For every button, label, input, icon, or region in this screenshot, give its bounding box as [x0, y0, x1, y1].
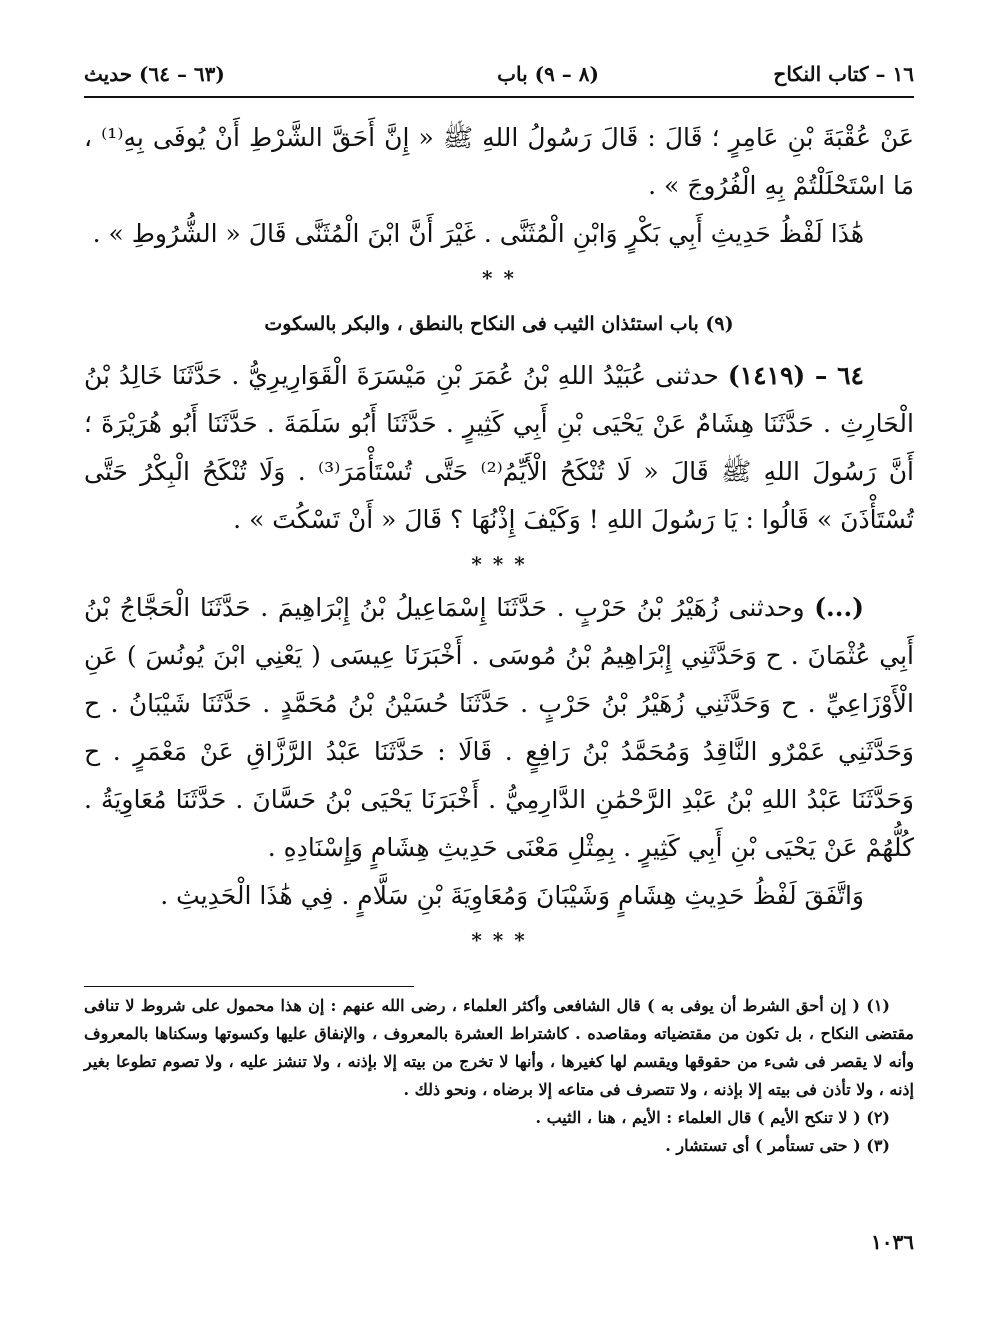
- footnotes: [84, 992, 914, 1160]
- hadith-continuation: [84, 584, 914, 872]
- main-text: [84, 114, 914, 960]
- book-title-header: ١٦ – كتاب النكاح: [773, 62, 914, 86]
- hadith-63-ending: عَنْ عُقْبَةَ بْنِ عَامِرٍ ؛ قَالَ : قَالَ رَسُولُ اللهِ ﷺ « إِنَّ أَحَقَّ الشَّرْطِ أَنْ يُوفَى بِهِ⁽¹⁾ ، مَا اسْتَحْلَلْتُمْ بِهِ الْفُرُوجَ » .: [84, 123, 915, 200]
- footnote-rule: [84, 986, 414, 987]
- section-separator: * * *: [471, 552, 527, 576]
- page-number: ١٠٣٦: [871, 1230, 914, 1254]
- hadith-range-header: (٦٣ – ٦٤) حديث: [84, 62, 225, 86]
- chapter-range-header: (٨ – ٩) باب: [497, 62, 599, 86]
- hadith-number: (...): [814, 593, 864, 622]
- chapter-title: (٩) باب استئذان الثيب فى النكاح بالنطق ، والبكر بالسكوت: [264, 313, 734, 335]
- header-rule: [84, 96, 914, 98]
- hadith-64: [84, 352, 914, 544]
- book-page: [84, 50, 914, 1320]
- hadith-closing-note: وَاتَّفَقَ لَفْظُ حَدِيثِ هِشَامٍ وَشَيْبَانَ وَمُعَاوِيَةَ بْنِ سَلَّامٍ . فِي هَٰذَا الْحَدِيثِ .: [160, 881, 864, 910]
- hadith-text: حدثنى عُبَيْدُ اللهِ بْنُ عُمَرَ بْنِ مَيْسَرَةَ الْقَوَارِيرِيُّ . حَدَّثَنَا خَالِدُ بْنُ الْحَارِثِ . حَدَّثَنَا هِشَامٌ عَنْ يَحْيَى بْنِ أَبِي كَثِيرٍ . حَدَّثَنَا أَبُو سَلَمَةَ . حَدَّثَنَا أَبُو هُرَيْرَةَ ؛ أَنَّ رَسُولَ اللهِ ﷺ قَالَ « لَا تُنْكَحُ الْأَيِّمُ⁽²⁾ حَتَّى تُسْتَأْمَرَ⁽³⁾ . وَلَا تُنْكَحُ الْبِكْرُ حَتَّى تُسْتَأْذَنَ » قَالُوا : يَا رَسُولَ اللهِ ! وَكَيْفَ إِذْنُهَا ؟ قَالَ « أَنْ تَسْكُتَ » .: [84, 361, 915, 534]
- section-separator: * * *: [471, 928, 527, 952]
- footnote-2: (٢) ( لا تنكح الأيم ) قال العلماء : الأيم ، هنا ، الثيب .: [535, 1108, 890, 1127]
- footnote-1: (١) ( إن أحق الشرط أن يوفى به ) قال الشافعى وأكثر العلماء ، رضى الله عنهم : إن هذا محمول على شروط لا تنافى مقتضى النكاح ، بل تكون من مقتضياته ومقاصده . كاشتراط العشرة بالمعروف ، والإنفاق عليها وكسوتها وسكناها بالمعروف وأنه لا يقصر فى شىء من حقوقها ويقسم لها كغيرها ، وأنها لا تخرج من بيته إلا بإذنه ، ولا تنشز عليه ، ولا تصوم تطوعا بغير إذنه ، ولا تأذن فى بيته إلا بإذنه ، ولا تتصرف فى متاعه إلا برضاه ، ونحو ذلك .: [84, 996, 914, 1099]
- footnote-3: (٣) ( حتى تستأمر ) أى تستشار .: [665, 1136, 890, 1155]
- hadith-63-note: هَٰذَا لَفْظُ حَدِيثِ أَبِي بَكْرٍ وَابْنِ الْمُثَنَّى . غَيْرَ أَنَّ ابْنَ الْمُثَنَّى قَالَ « الشُّرُوطِ » .: [92, 219, 864, 248]
- hadith-text: وحدثنى زُهَيْرُ بْنُ حَرْبٍ . حَدَّثَنَا إِسْمَاعِيلُ بْنُ إِبْرَاهِيمَ . حَدَّثَنَا الْحَجَّاجُ بْنُ أَبِي عُثْمَانَ . ح وَحَدَّثَنِي إِبْرَاهِيمُ بْنُ مُوسَى . أَخْبَرَنَا عِيسَى ( يَعْنِي ابْنَ يُونُسَ ) عَنِ الْأَوْزَاعِيِّ . ح وَحَدَّثَنِي زُهَيْرُ بْنُ حَرْبٍ . حَدَّثَنَا حُسَيْنُ بْنُ مُحَمَّدٍ . حَدَّثَنَا شَيْبَانُ . ح وَحَدَّثَنِي عَمْرٌو النَّاقِدُ وَمُحَمَّدُ بْنُ رَافِعٍ . قَالَا : حَدَّثَنَا عَبْدُ الرَّزَّاقِ عَنْ مَعْمَرٍ . ح وَحَدَّثَنَا عَبْدُ اللهِ بْنُ عَبْدِ الرَّحْمَٰنِ الدَّارِمِيُّ . أَخْبَرَنَا يَحْيَى بْنُ حَسَّانَ . حَدَّثَنَا مُعَاوِيَةُ . كُلُّهُمْ عَنْ يَحْيَى بْنِ أَبِي كَثِيرٍ . بِمِثْلِ مَعْنَى حَدِيثِ هِشَامٍ وَإِسْنَادِهِ .: [84, 593, 914, 862]
- section-separator: * *: [482, 266, 516, 290]
- hadith-number: ٦٤ – (١٤١٩): [727, 361, 864, 390]
